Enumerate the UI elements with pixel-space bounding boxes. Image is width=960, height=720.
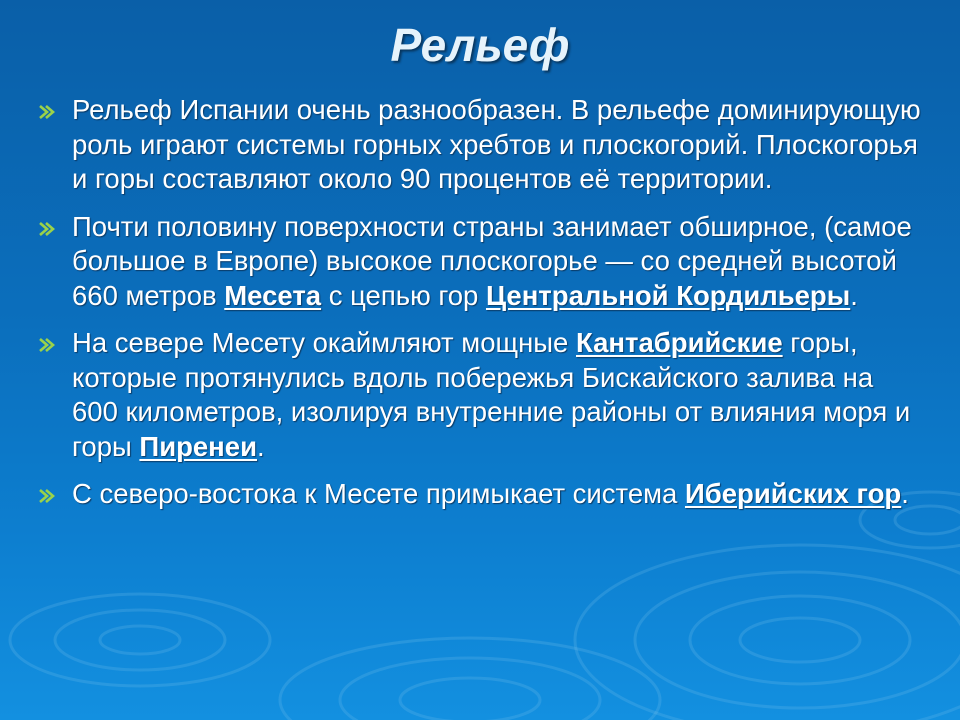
bullet-text: . [901,478,909,509]
hyperlink[interactable]: Центральной Кордильеры [485,279,851,311]
hyperlink[interactable]: Месета [224,279,322,311]
bullet-item [32,477,922,512]
bullet-item [32,93,922,197]
arrow-bullet-icon [38,104,56,120]
bullet-item [32,210,922,314]
arrow-bullet-icon [38,337,56,353]
bullet-text: С северо-востока к Месете примыкает система [72,478,685,509]
bullet-text: Рельеф Испании очень разнообразен. В рельефе доминирующую роль играют системы горных хребтов и плоскогорий. Плоскогорья и горы составляют около 90 процентов её территории. [72,94,921,194]
hyperlink[interactable]: Пиренеи [139,430,257,462]
bullet-text: На севере Месету окаймляют мощные [72,327,576,358]
bullet-text: с цепью гор [321,279,486,311]
bullet-text: . [850,279,858,311]
hyperlink[interactable]: Иберийских гор [684,478,902,509]
bullet-text: . [257,430,265,462]
bullet-list [32,93,922,525]
slide-title: Рельеф [390,19,570,71]
arrow-bullet-icon [38,488,56,504]
bullet-item [32,326,922,464]
bullet-text: горы, которые протянулись вдоль побережья Бискайского залива на 600 километров, изолируя внутренние районы от влияния моря и горы [72,327,911,462]
arrow-bullet-icon [38,221,56,237]
bullet-text: Почти половину поверхности страны занимает обширное, (самое большое в Европе) высокое плоскогорье — со средней высотой 660 метров [72,210,912,311]
hyperlink[interactable]: Кантабрийские [576,327,783,358]
